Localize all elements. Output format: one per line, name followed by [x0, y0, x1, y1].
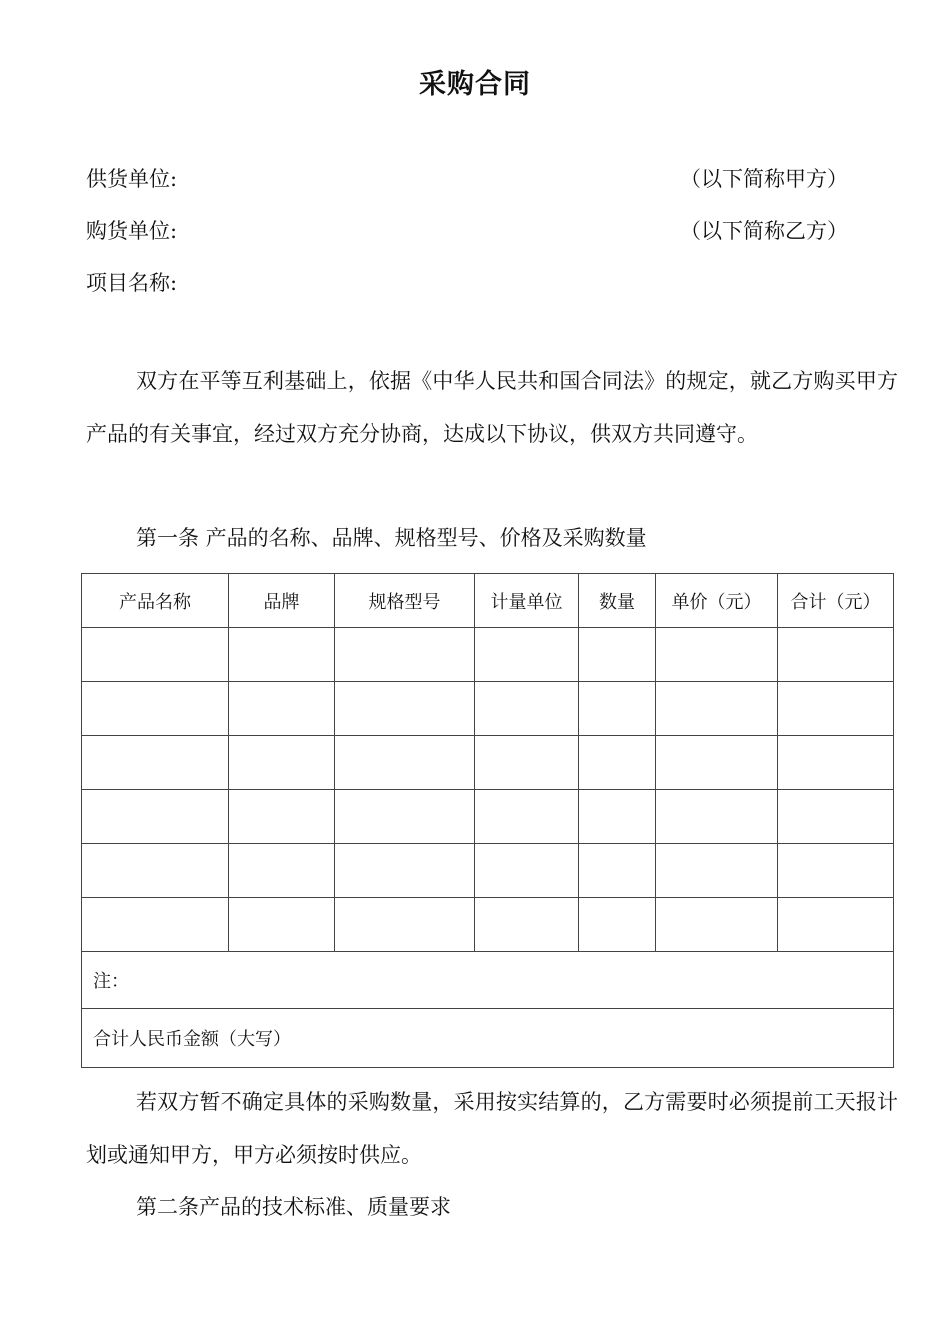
column-header: 计量单位: [475, 574, 579, 628]
table-cell[interactable]: [579, 682, 656, 736]
table-cell[interactable]: [579, 898, 656, 952]
table-cell[interactable]: [82, 844, 229, 898]
table-cell[interactable]: [335, 736, 475, 790]
table-row: [82, 790, 894, 844]
table-cell[interactable]: [475, 736, 579, 790]
table-cell[interactable]: [335, 790, 475, 844]
buyer-label: 购货单位:: [86, 219, 178, 243]
column-header: 单价（元）: [656, 574, 778, 628]
table-header-row: [82, 574, 894, 628]
product-table: [81, 573, 894, 1068]
table-cell[interactable]: [656, 790, 778, 844]
table-cell[interactable]: [475, 898, 579, 952]
table-cell[interactable]: [656, 844, 778, 898]
table-cell[interactable]: [82, 628, 229, 682]
table-cell[interactable]: [229, 682, 335, 736]
document-title: 采购合同: [419, 69, 531, 100]
table-cell[interactable]: [475, 790, 579, 844]
table-cell[interactable]: [778, 844, 894, 898]
supplier-label: 供货单位:: [86, 167, 178, 191]
table-cell[interactable]: [778, 628, 894, 682]
table-cell[interactable]: [475, 844, 579, 898]
supplier-note: （以下简称甲方）: [680, 167, 848, 191]
note-row: [82, 952, 894, 1009]
column-header: 数量: [579, 574, 656, 628]
table-cell[interactable]: [229, 844, 335, 898]
table-row: [82, 736, 894, 790]
note-cell[interactable]: 注：: [82, 952, 894, 1009]
table-cell[interactable]: [335, 844, 475, 898]
table-row: [82, 628, 894, 682]
table-cell[interactable]: [82, 898, 229, 952]
total-row: [82, 1009, 894, 1068]
table-cell[interactable]: [229, 736, 335, 790]
table-row: [82, 844, 894, 898]
table-cell[interactable]: [579, 790, 656, 844]
article-2-heading: 第二条产品的技术标准、质量要求: [136, 1195, 451, 1219]
table-cell[interactable]: [82, 790, 229, 844]
table-cell[interactable]: [656, 736, 778, 790]
table-cell[interactable]: [475, 628, 579, 682]
quantity-paragraph: 若双方暂不确定具体的采购数量，采用按实结算的，乙方需要时必须提前工天报计划或通知甲方，甲方必须按时供应。: [86, 1090, 898, 1167]
table-cell[interactable]: [82, 682, 229, 736]
buyer-note: （以下简称乙方）: [680, 219, 848, 243]
table-cell[interactable]: [778, 898, 894, 952]
table-cell[interactable]: [656, 682, 778, 736]
table-cell[interactable]: [335, 628, 475, 682]
table-cell[interactable]: [656, 898, 778, 952]
total-amount-cell[interactable]: 合计人民币金额（大写）: [82, 1009, 894, 1068]
table-cell[interactable]: [335, 898, 475, 952]
table-cell[interactable]: [778, 682, 894, 736]
column-header: 规格型号: [335, 574, 475, 628]
table-cell[interactable]: [229, 628, 335, 682]
table-cell[interactable]: [229, 898, 335, 952]
column-header: 合计（元）: [778, 574, 894, 628]
table-cell[interactable]: [579, 844, 656, 898]
table-cell[interactable]: [778, 790, 894, 844]
table-cell[interactable]: [82, 736, 229, 790]
table-cell[interactable]: [579, 736, 656, 790]
column-header: 品牌: [229, 574, 335, 628]
table-cell[interactable]: [229, 790, 335, 844]
table-cell[interactable]: [475, 682, 579, 736]
table-cell[interactable]: [656, 628, 778, 682]
table-cell[interactable]: [778, 736, 894, 790]
table-cell[interactable]: [579, 628, 656, 682]
column-header: 产品名称: [82, 574, 229, 628]
table-row: [82, 682, 894, 736]
intro-paragraph: 双方在平等互利基础上，依据《中华人民共和国合同法》的规定，就乙方购买甲方产品的有关事宜，经过双方充分协商，达成以下协议，供双方共同遵守。: [86, 369, 898, 446]
article-1-heading: 第一条 产品的名称、品牌、规格型号、价格及采购数量: [136, 526, 647, 550]
table-cell[interactable]: [335, 682, 475, 736]
project-label: 项目名称:: [86, 271, 178, 295]
table-row: [82, 898, 894, 952]
